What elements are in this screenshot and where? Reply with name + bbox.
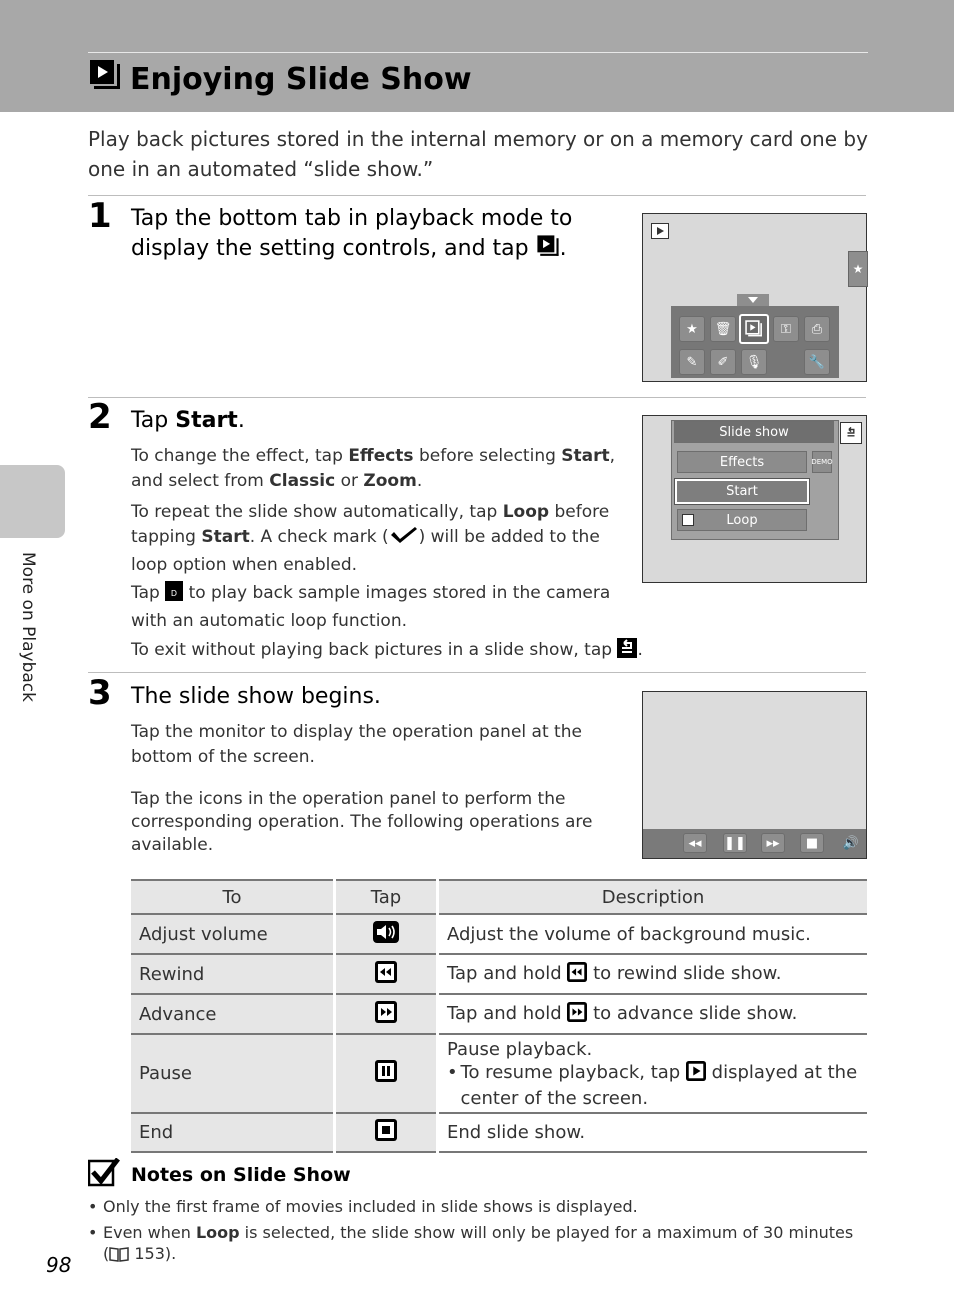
print-icon[interactable]: ⎙ — [804, 316, 830, 342]
row-description — [438, 1034, 868, 1113]
table-row — [131, 994, 867, 1034]
voice-memo-icon[interactable]: 🎙 — [741, 349, 767, 375]
text: to rewind slide show. — [587, 962, 782, 984]
text: Tap and hold — [447, 1002, 568, 1024]
step-2-number: 2 — [88, 397, 112, 437]
text: tapping — [131, 527, 202, 547]
step-2-title-bold: Start — [175, 408, 238, 433]
slide-show-menu-title: Slide show — [674, 421, 834, 443]
playback-screen — [642, 213, 867, 382]
text: loop option when enabled. — [131, 555, 358, 575]
text: Tap — [131, 583, 166, 603]
chapter-label: More on Playback — [18, 552, 38, 702]
slideshow-icon — [536, 234, 560, 267]
operation-panel — [643, 829, 866, 858]
bullet-icon: • — [88, 1197, 98, 1216]
step-2-title-end: . — [237, 408, 245, 433]
demo-button[interactable]: DEMO — [812, 451, 832, 473]
svg-text:D: D — [171, 589, 178, 598]
text-bold: Start — [561, 446, 610, 466]
back-icon[interactable] — [840, 422, 862, 444]
page-number: 98 — [46, 1253, 72, 1277]
edit-icon[interactable]: ✐ — [710, 349, 736, 375]
operations-table — [131, 879, 867, 1153]
bullet-icon: • — [88, 1223, 98, 1242]
step-1-number: 1 — [88, 196, 112, 236]
bullet-text — [461, 1061, 859, 1110]
row-to: Pause — [131, 1034, 335, 1113]
demo-icon — [165, 581, 183, 609]
text: . — [416, 471, 423, 491]
header-tap: Tap — [335, 880, 438, 914]
text: To change the effect, tap — [131, 446, 349, 466]
reference-book-icon — [109, 1246, 129, 1267]
step-1-title-text: display the setting controls, and tap — [131, 236, 529, 261]
text: with an automatic loop function. — [131, 611, 408, 631]
slideshow-icon — [88, 58, 122, 100]
advance-icon — [335, 994, 438, 1034]
text: Pause playback. — [447, 1038, 593, 1060]
step-3-paragraph-2: Tap the icons in the operation panel to perform the corresponding operation. The following operations are available. — [131, 789, 593, 855]
text: before selecting — [413, 446, 562, 466]
note-item — [88, 1222, 868, 1267]
advance-icon — [567, 1002, 587, 1027]
chevron-down-icon[interactable] — [737, 294, 769, 306]
divider — [88, 672, 866, 673]
step-2-paragraph-4 — [131, 638, 641, 666]
page-title — [88, 58, 472, 100]
table-row — [131, 954, 867, 994]
text: or — [335, 471, 364, 491]
text-bold: Start — [201, 527, 250, 547]
favorites-tab-icon[interactable]: ★ — [848, 251, 868, 287]
step-2-title — [131, 406, 245, 436]
step-1-title-line-b — [131, 234, 572, 267]
text: Tap and hold — [447, 962, 568, 984]
table-header-row — [131, 880, 867, 914]
stop-icon[interactable]: ■ — [800, 833, 824, 853]
step-3-paragraph-1: Tap the monitor to display the operation panel at the bottom of the screen. — [131, 722, 582, 767]
text-bold: Loop — [195, 1223, 240, 1242]
text: To exit without playing back pictures in a slide show, tap — [131, 640, 618, 660]
row-description: End slide show. — [438, 1113, 868, 1152]
loop-checkbox[interactable] — [682, 514, 694, 526]
play-icon — [686, 1061, 706, 1087]
step-2-paragraph-3 — [131, 581, 621, 634]
table-row — [131, 1034, 867, 1113]
bullet-icon: • — [447, 1061, 458, 1083]
favorites-icon[interactable]: ★ — [679, 316, 705, 342]
step-1-title-end: . — [559, 236, 567, 261]
text: ) will be added to the — [418, 527, 600, 547]
row-to: Advance — [131, 994, 335, 1034]
table-row — [131, 1113, 867, 1152]
note-item — [88, 1196, 868, 1217]
loop-label: Loop — [726, 512, 758, 528]
step-3-number: 3 — [88, 673, 112, 713]
stop-icon — [335, 1113, 438, 1152]
text-bold: Zoom — [363, 471, 417, 491]
step-1-title — [131, 204, 572, 267]
text: ( — [103, 1244, 110, 1263]
text-bold: Effects — [348, 446, 414, 466]
loop-menu-item[interactable] — [677, 509, 807, 531]
text: To resume playback, tap — [460, 1061, 686, 1083]
page-title-text: Enjoying Slide Show — [130, 61, 472, 97]
delete-icon[interactable]: 🗑 — [710, 316, 736, 342]
step-1-title-line-a: Tap the bottom tab in playback mode to — [131, 206, 573, 231]
divider — [88, 397, 866, 398]
row-description — [438, 954, 868, 994]
text: . A check mark ( — [249, 527, 389, 547]
header-to: To — [131, 880, 335, 914]
setup-wrench-icon[interactable]: 🔧 — [804, 349, 830, 375]
text: 153). — [129, 1244, 177, 1263]
volume-icon[interactable]: 🔊 — [842, 835, 860, 851]
chapter-tab — [0, 465, 65, 538]
row-description — [438, 994, 868, 1034]
text: to advance slide show. — [587, 1002, 798, 1024]
checkmark-note-icon — [88, 1158, 120, 1192]
note-text — [103, 1222, 853, 1267]
rewind-icon — [335, 954, 438, 994]
text: To repeat the slide show automatically, tap — [131, 502, 503, 522]
volume-icon — [335, 914, 438, 954]
pause-icon — [335, 1034, 438, 1113]
paint-icon[interactable]: ✎ — [679, 349, 705, 375]
rewind-icon — [567, 962, 587, 987]
step-2-paragraph-1 — [131, 444, 621, 494]
row-to: Adjust volume — [131, 914, 335, 954]
effects-menu-item[interactable]: Effects — [677, 451, 807, 473]
text-bold: Loop — [502, 502, 550, 522]
protect-key-icon[interactable]: ⚿ — [773, 316, 799, 342]
text: . — [637, 640, 643, 660]
playback-mode-icon — [651, 223, 669, 239]
text: to play back sample images stored in the camera — [183, 583, 611, 603]
header-rule — [88, 52, 868, 53]
intro-text: Play back pictures stored in the internal memory or on a memory card one by one in an automated “slide show.” — [88, 127, 868, 181]
pause-icon[interactable]: ❚❚ — [723, 833, 747, 853]
slide-show-screen[interactable] — [642, 691, 867, 859]
note-text: Only the first frame of movies included in slide shows is displayed. — [103, 1197, 638, 1216]
text: and select from — [131, 471, 270, 491]
text: Even when — [103, 1223, 196, 1242]
advance-icon[interactable]: ▸▸ — [761, 833, 785, 853]
back-icon — [617, 638, 637, 666]
notes-list — [88, 1196, 868, 1267]
rewind-icon[interactable]: ◂◂ — [683, 833, 707, 853]
text: , — [609, 446, 616, 466]
divider — [88, 195, 866, 196]
bullet-item — [447, 1061, 859, 1110]
step-3-title: The slide show begins. — [131, 684, 381, 709]
step-2-paragraph-2 — [131, 500, 621, 578]
table-row — [131, 914, 867, 954]
slideshow-button[interactable] — [739, 314, 769, 344]
row-description: Adjust the volume of background music. — [438, 914, 868, 954]
text: before — [549, 502, 610, 522]
header-description: Description — [438, 880, 868, 914]
checkmark-icon — [389, 527, 419, 553]
step-2-title-pre: Tap — [131, 408, 176, 433]
row-to: Rewind — [131, 954, 335, 994]
text-bold: Classic — [269, 471, 336, 491]
start-menu-item[interactable]: Start — [675, 479, 809, 504]
text: is selected, the slide show will only be played for a maximum of 30 minutes — [239, 1223, 854, 1242]
notes-title: Notes on Slide Show — [131, 1164, 351, 1186]
row-to: End — [131, 1113, 335, 1152]
text: displayed at the center of the screen. — [460, 1061, 858, 1109]
